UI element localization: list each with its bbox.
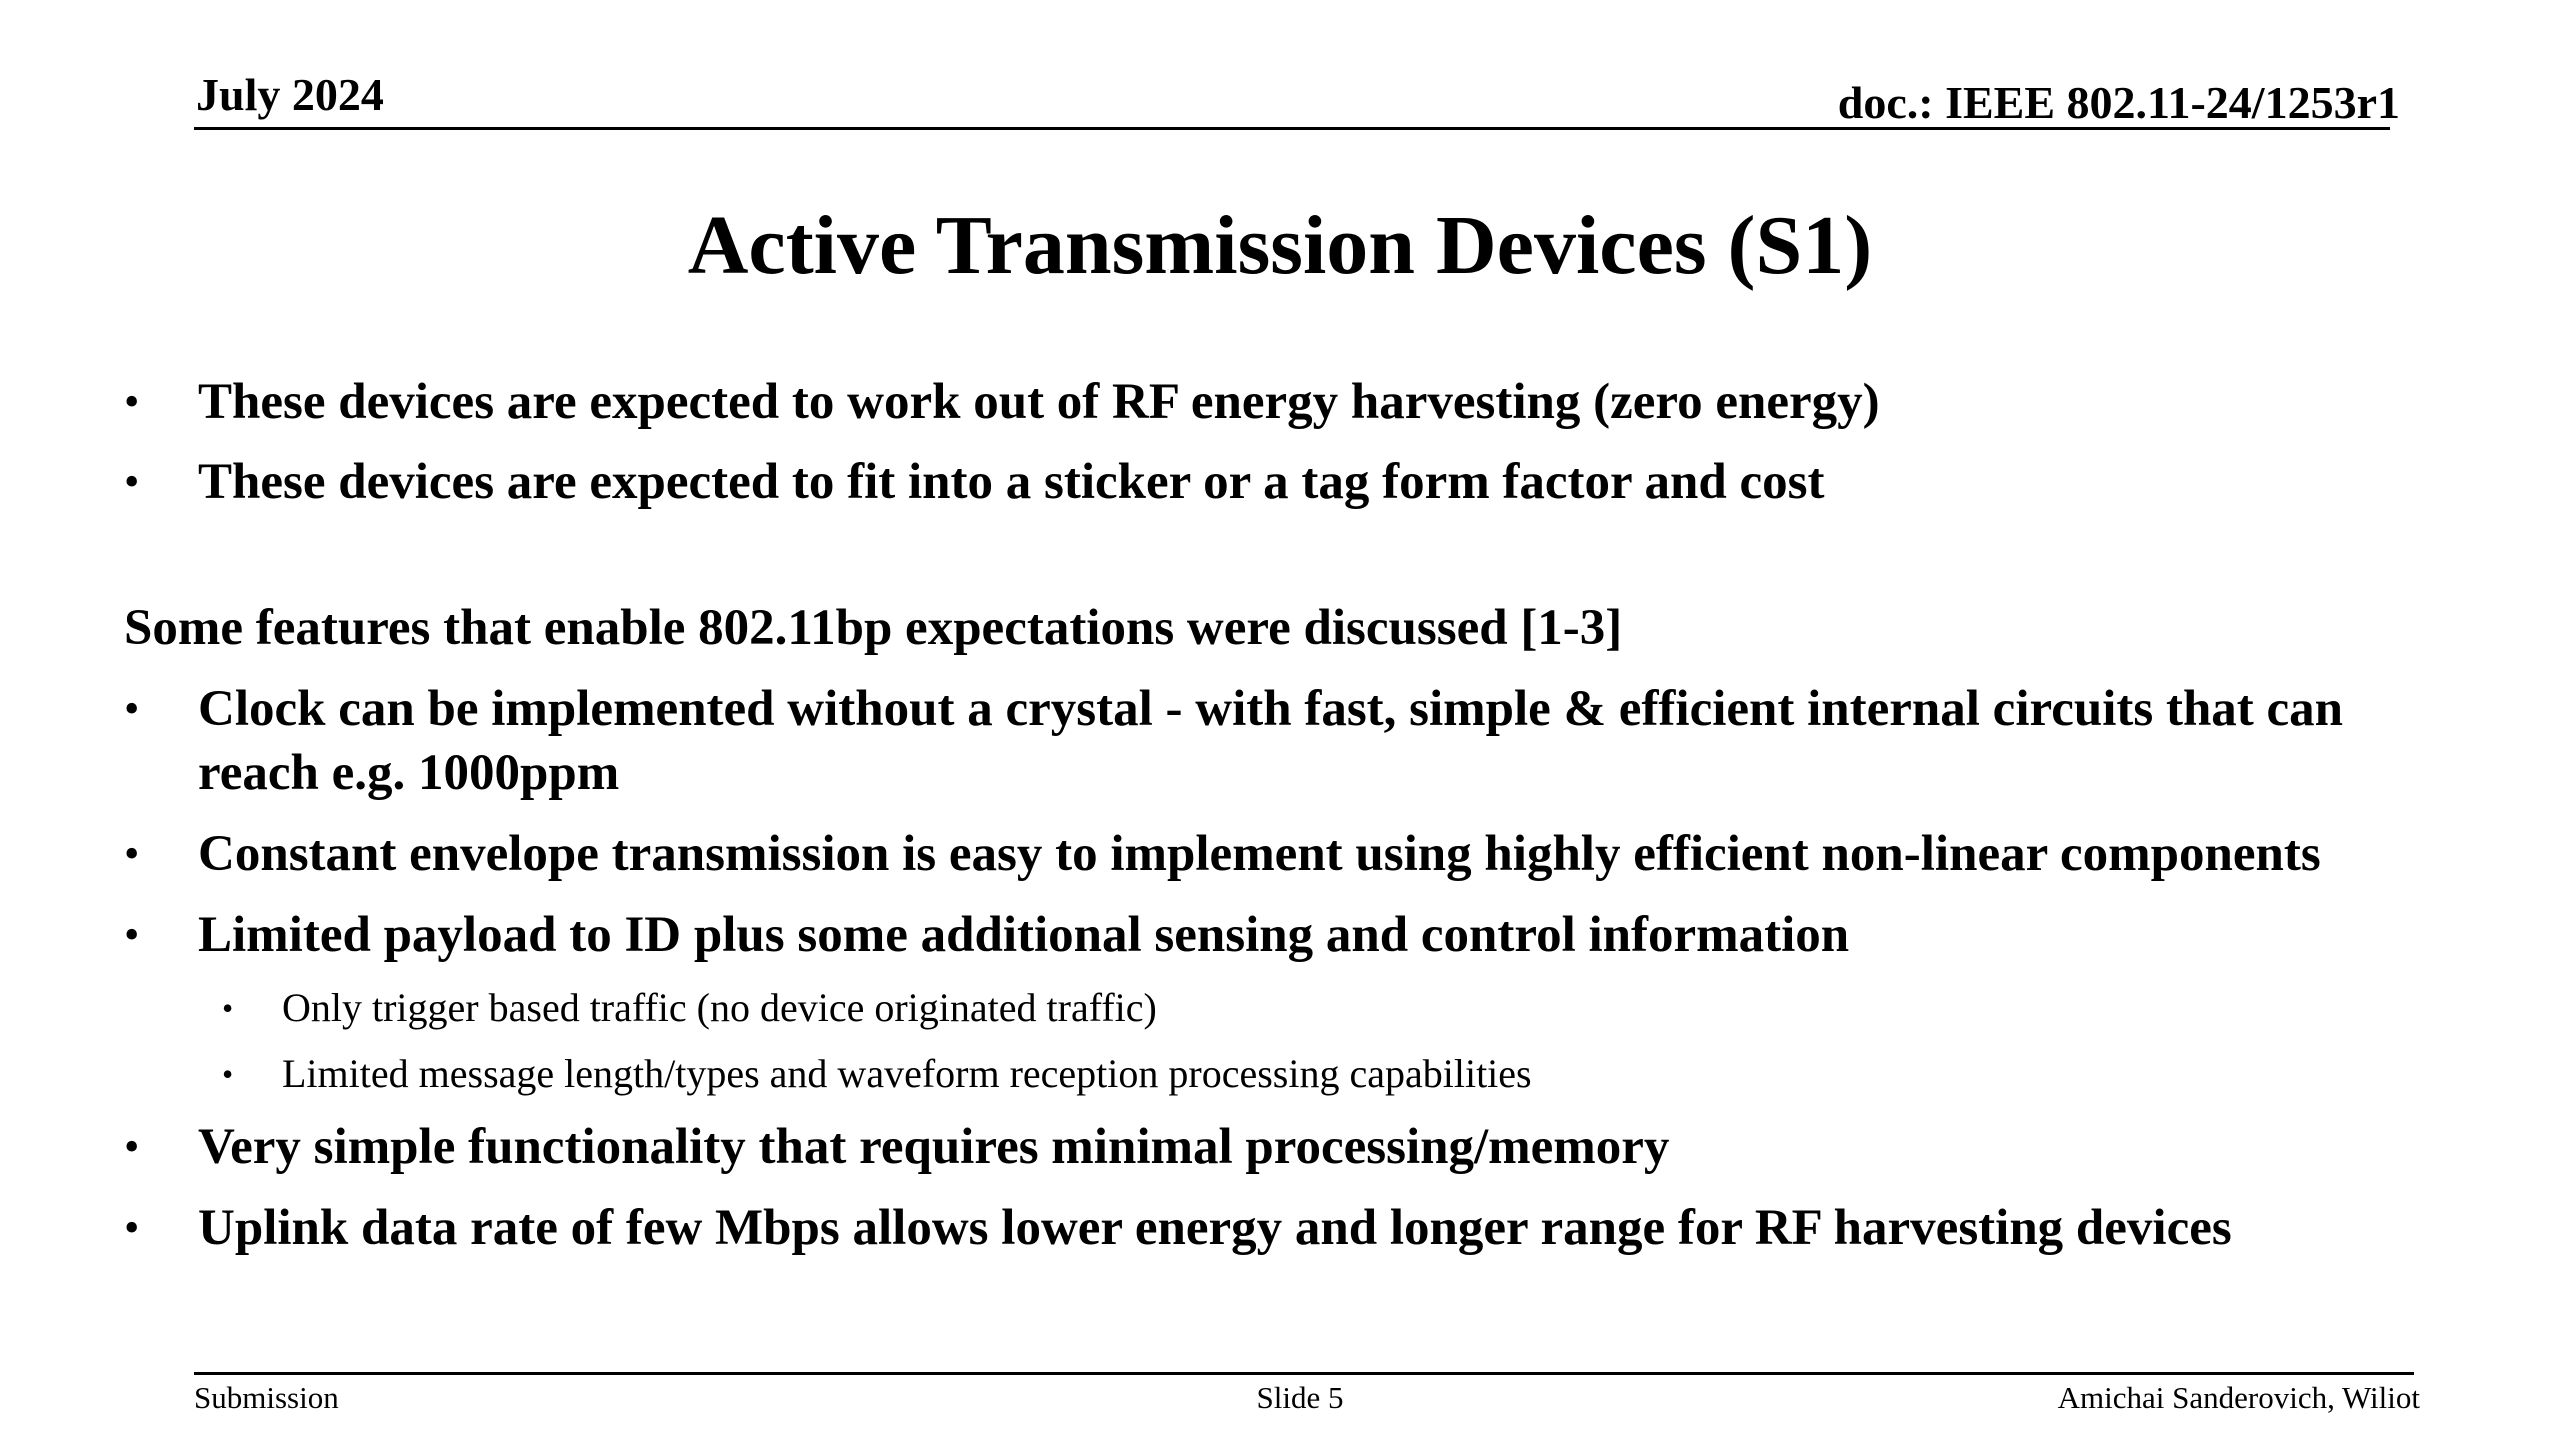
feature-bullet-2: Constant envelope transmission is easy to implement using highly efficient non-linear components [198, 826, 2321, 882]
bullet-marker: • [124, 910, 140, 959]
bullet-marker: • [124, 1122, 140, 1171]
sub-bullet-marker: • [222, 990, 234, 1026]
final-bullet-1: Very simple functionality that requires minimal processing/memory [198, 1119, 1670, 1175]
bullet-marker: • [124, 377, 140, 426]
intro-bullet-2: These devices are expected to fit into a sticker or a tag form factor and cost [198, 454, 1825, 510]
feature-bullet-1-line-1: Clock can be implemented without a crystal - with fast, simple & efficient internal circuits that can [198, 681, 2344, 737]
intro-bullet-1: These devices are expected to work out of RF energy harvesting (zero energy) [198, 374, 1880, 430]
footer-slide-number: Slide 5 [1256, 1380, 1344, 1415]
sub-bullet-marker: • [222, 1056, 234, 1092]
bullet-marker: • [124, 457, 140, 506]
header-date: July 2024 [196, 69, 384, 120]
bullet-marker: • [124, 1203, 140, 1252]
feature-bullet-1-line-2: reach e.g. 1000ppm [198, 745, 620, 801]
footer-divider [194, 1372, 2414, 1375]
header-divider [194, 127, 2390, 130]
footer-author: Amichai Sanderovich, Wiliot [2057, 1380, 2420, 1415]
final-bullet-2: Uplink data rate of few Mbps allows lower energy and longer range for RF harvesting devices [198, 1200, 2232, 1256]
bullet-marker: • [124, 684, 140, 733]
sub-bullet-2: Limited message length/types and waveform reception processing capabilities [282, 1051, 1532, 1096]
header-doc-id: doc.: IEEE 802.11-24/1253r1 [1837, 77, 2400, 128]
features-heading: Some features that enable 802.11bp expectations were discussed [1-3] [124, 600, 1623, 656]
bullet-marker: • [124, 829, 140, 878]
slide-title: Active Transmission Devices (S1) [687, 199, 1873, 292]
feature-bullet-3: Limited payload to ID plus some additional sensing and control information [198, 907, 1850, 963]
sub-bullet-1: Only trigger based traffic (no device originated traffic) [282, 985, 1157, 1030]
footer-submission: Submission [194, 1380, 339, 1415]
